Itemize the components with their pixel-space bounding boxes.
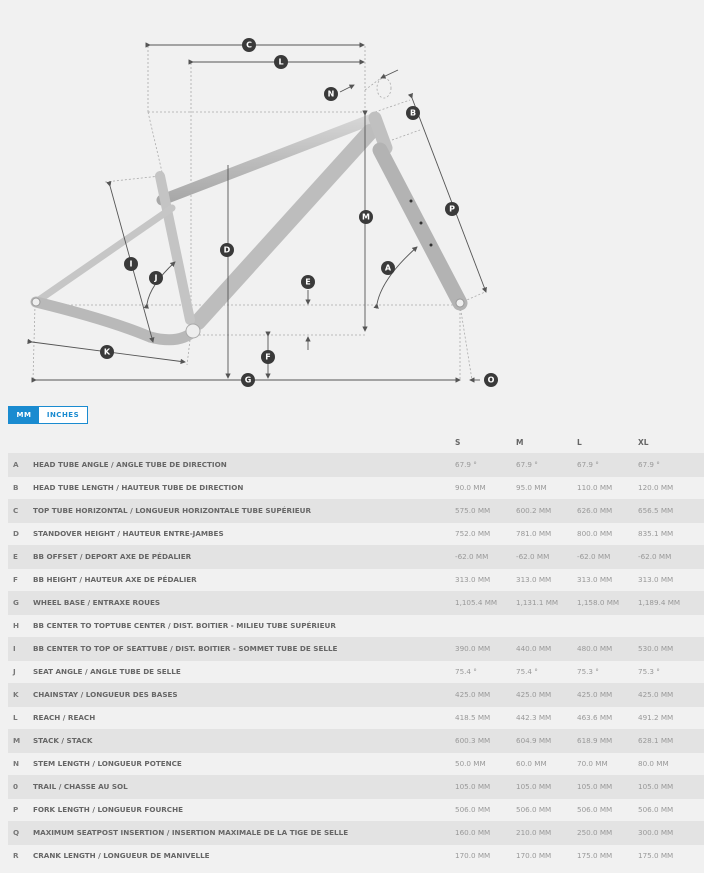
value-size-xl: 1,189.4 MM	[638, 591, 704, 614]
value-size-m: -62.0 MM	[516, 545, 577, 568]
svg-text:G: G	[244, 375, 252, 385]
value-size-s: 105.0 MM	[455, 775, 516, 798]
table-row	[8, 752, 704, 775]
row-letter: D	[8, 522, 33, 545]
value-size-xl: 425.0 MM	[638, 683, 704, 706]
row-measurement-name: STEM LENGTH / LONGUEUR POTENCE	[33, 752, 455, 775]
row-letter: P	[8, 798, 33, 821]
svg-text:A: A	[384, 263, 392, 273]
row-measurement-name: MAXIMUM SEATPOST INSERTION / INSERTION MAXIMALE DE LA TIGE DE SELLE	[33, 821, 455, 844]
svg-text:D: D	[223, 245, 231, 255]
table-row	[8, 453, 704, 476]
label-i	[124, 257, 138, 271]
table-row	[8, 775, 704, 798]
table-row	[8, 798, 704, 821]
value-size-xl: 80.0 MM	[638, 752, 704, 775]
row-letter: N	[8, 752, 33, 775]
row-letter: C	[8, 499, 33, 522]
value-size-l: 250.0 MM	[577, 821, 638, 844]
value-size-xl: 835.1 MM	[638, 522, 704, 545]
value-size-s: 160.0 MM	[455, 821, 516, 844]
row-measurement-name: FORK LENGTH / LONGUEUR FOURCHE	[33, 798, 455, 821]
row-letter: I	[8, 637, 33, 660]
row-measurement-name: HEAD TUBE LENGTH / HAUTEUR TUBE DE DIRECTION	[33, 476, 455, 499]
value-size-m: 210.0 MM	[516, 821, 577, 844]
label-l	[274, 55, 288, 69]
value-size-xl: 656.5 MM	[638, 499, 704, 522]
value-size-l: 1,158.0 MM	[577, 591, 638, 614]
row-letter: K	[8, 683, 33, 706]
value-size-xl: 313.0 MM	[638, 568, 704, 591]
row-measurement-name: BB CENTER TO TOP OF SEATTUBE / DIST. BOITIER - SOMMET TUBE DE SELLE	[33, 637, 455, 660]
value-size-s: 50.0 MM	[455, 752, 516, 775]
value-size-s: 390.0 MM	[455, 637, 516, 660]
table-row	[8, 476, 704, 499]
table-row	[8, 844, 704, 867]
svg-text:M: M	[362, 212, 370, 222]
value-size-l: 70.0 MM	[577, 752, 638, 775]
table-row	[8, 591, 704, 614]
table-row	[8, 545, 704, 568]
value-size-m: 442.3 MM	[516, 706, 577, 729]
value-size-m: 440.0 MM	[516, 637, 577, 660]
svg-text:O: O	[487, 375, 495, 385]
row-letter: 0	[8, 775, 33, 798]
label-c	[242, 38, 256, 52]
row-letter: E	[8, 545, 33, 568]
value-size-s: 752.0 MM	[455, 522, 516, 545]
column-header-m: M	[516, 437, 524, 447]
row-letter: R	[8, 844, 33, 867]
value-size-s: 75.4 °	[455, 660, 516, 683]
value-size-m: 600.2 MM	[516, 499, 577, 522]
value-size-xl: 120.0 MM	[638, 476, 704, 499]
svg-text:K: K	[103, 347, 111, 357]
value-size-m: 67.9 °	[516, 453, 577, 476]
value-size-l: 110.0 MM	[577, 476, 638, 499]
value-size-l: 506.0 MM	[577, 798, 638, 821]
table-row	[8, 683, 704, 706]
value-size-m: 506.0 MM	[516, 798, 577, 821]
row-letter: J	[8, 660, 33, 683]
column-header-l: L	[577, 437, 582, 447]
label-f	[261, 350, 275, 364]
label-n	[324, 87, 338, 101]
column-header-xl: XL	[638, 437, 649, 447]
table-header-row	[8, 432, 704, 453]
svg-text:E: E	[305, 277, 311, 287]
value-size-s: 418.5 MM	[455, 706, 516, 729]
value-size-xl: 75.3 °	[638, 660, 704, 683]
table-row	[8, 821, 704, 844]
value-size-l: 463.6 MM	[577, 706, 638, 729]
value-size-xl: 67.9 °	[638, 453, 704, 476]
svg-text:F: F	[265, 352, 271, 362]
value-size-xl: -62.0 MM	[638, 545, 704, 568]
value-size-m: 170.0 MM	[516, 844, 577, 867]
value-size-l: 480.0 MM	[577, 637, 638, 660]
value-size-s: 575.0 MM	[455, 499, 516, 522]
row-measurement-name: CRANK LENGTH / LONGUEUR DE MANIVELLE	[33, 844, 455, 867]
svg-text:N: N	[327, 89, 335, 99]
label-j	[149, 271, 163, 285]
row-measurement-name: HEAD TUBE ANGLE / ANGLE TUBE DE DIRECTION	[33, 453, 455, 476]
value-size-m: 781.0 MM	[516, 522, 577, 545]
value-size-xl: 628.1 MM	[638, 729, 704, 752]
value-size-s	[455, 614, 516, 637]
value-size-xl	[638, 614, 704, 637]
row-letter: Q	[8, 821, 33, 844]
row-measurement-name: BB CENTER TO TOPTUBE CENTER / DIST. BOITIER - MILIEU TUBE SUPÉRIEUR	[33, 614, 455, 637]
row-letter: M	[8, 729, 33, 752]
value-size-xl: 300.0 MM	[638, 821, 704, 844]
unit-mm-button[interactable]: MM	[9, 407, 39, 423]
value-size-m: 425.0 MM	[516, 683, 577, 706]
value-size-xl: 175.0 MM	[638, 844, 704, 867]
value-size-xl: 491.2 MM	[638, 706, 704, 729]
svg-text:L: L	[278, 57, 284, 67]
value-size-s: 90.0 MM	[455, 476, 516, 499]
row-letter: A	[8, 453, 33, 476]
table-row	[8, 660, 704, 683]
row-letter: G	[8, 591, 33, 614]
unit-toggle	[8, 406, 88, 424]
value-size-m: 95.0 MM	[516, 476, 577, 499]
unit-inches-button[interactable]: INCHES	[39, 407, 87, 423]
row-measurement-name: TRAIL / CHASSE AU SOL	[33, 775, 455, 798]
value-size-m: 105.0 MM	[516, 775, 577, 798]
label-o	[484, 373, 498, 387]
frame-geometry-diagram	[0, 0, 704, 395]
row-measurement-name: WHEEL BASE / ENTRAXE ROUES	[33, 591, 455, 614]
value-size-s: 1,105.4 MM	[455, 591, 516, 614]
value-size-s: 313.0 MM	[455, 568, 516, 591]
table-row	[8, 637, 704, 660]
row-measurement-name: SEAT ANGLE / ANGLE TUBE DE SELLE	[33, 660, 455, 683]
value-size-l	[577, 614, 638, 637]
table-row	[8, 568, 704, 591]
table-row	[8, 614, 704, 637]
row-letter: B	[8, 476, 33, 499]
value-size-l: 105.0 MM	[577, 775, 638, 798]
value-size-l: 175.0 MM	[577, 844, 638, 867]
value-size-l: 626.0 MM	[577, 499, 638, 522]
svg-text:B: B	[409, 108, 417, 118]
table-row	[8, 499, 704, 522]
svg-text:J: J	[154, 273, 158, 283]
row-letter: L	[8, 706, 33, 729]
row-measurement-name: BB HEIGHT / HAUTEUR AXE DE PÉDALIER	[33, 568, 455, 591]
value-size-xl: 105.0 MM	[638, 775, 704, 798]
value-size-m: 604.9 MM	[516, 729, 577, 752]
value-size-s: 425.0 MM	[455, 683, 516, 706]
label-m	[359, 210, 373, 224]
value-size-s: 506.0 MM	[455, 798, 516, 821]
svg-text:I: I	[129, 259, 133, 269]
value-size-m	[516, 614, 577, 637]
value-size-m: 1,131.1 MM	[516, 591, 577, 614]
value-size-m: 75.4 °	[516, 660, 577, 683]
label-k	[100, 345, 114, 359]
value-size-l: 75.3 °	[577, 660, 638, 683]
label-a	[381, 261, 395, 275]
geometry-table	[8, 432, 704, 867]
value-size-l: -62.0 MM	[577, 545, 638, 568]
label-d	[220, 243, 234, 257]
value-size-s: -62.0 MM	[455, 545, 516, 568]
value-size-l: 67.9 °	[577, 453, 638, 476]
value-size-xl: 506.0 MM	[638, 798, 704, 821]
column-header-s: S	[455, 437, 461, 447]
row-letter: F	[8, 568, 33, 591]
row-measurement-name: BB OFFSET / DEPORT AXE DE PÉDALIER	[33, 545, 455, 568]
label-b	[406, 106, 420, 120]
value-size-l: 425.0 MM	[577, 683, 638, 706]
row-measurement-name: CHAINSTAY / LONGUEUR DES BASES	[33, 683, 455, 706]
value-size-s: 170.0 MM	[455, 844, 516, 867]
row-measurement-name: STANDOVER HEIGHT / HAUTEUR ENTRE-JAMBES	[33, 522, 455, 545]
row-measurement-name: STACK / STACK	[33, 729, 455, 752]
row-measurement-name: REACH / REACH	[33, 706, 455, 729]
table-row	[8, 522, 704, 545]
value-size-l: 618.9 MM	[577, 729, 638, 752]
value-size-m: 313.0 MM	[516, 568, 577, 591]
svg-text:C: C	[246, 40, 252, 50]
svg-text:P: P	[449, 204, 455, 214]
label-p	[445, 202, 459, 216]
label-g	[241, 373, 255, 387]
row-letter: H	[8, 614, 33, 637]
value-size-xl: 530.0 MM	[638, 637, 704, 660]
table-row	[8, 706, 704, 729]
value-size-l: 313.0 MM	[577, 568, 638, 591]
value-size-s: 67.9 °	[455, 453, 516, 476]
value-size-l: 800.0 MM	[577, 522, 638, 545]
label-e	[301, 275, 315, 289]
value-size-s: 600.3 MM	[455, 729, 516, 752]
value-size-m: 60.0 MM	[516, 752, 577, 775]
row-measurement-name: TOP TUBE HORIZONTAL / LONGUEUR HORIZONTALE TUBE SUPÉRIEUR	[33, 499, 455, 522]
table-row	[8, 729, 704, 752]
